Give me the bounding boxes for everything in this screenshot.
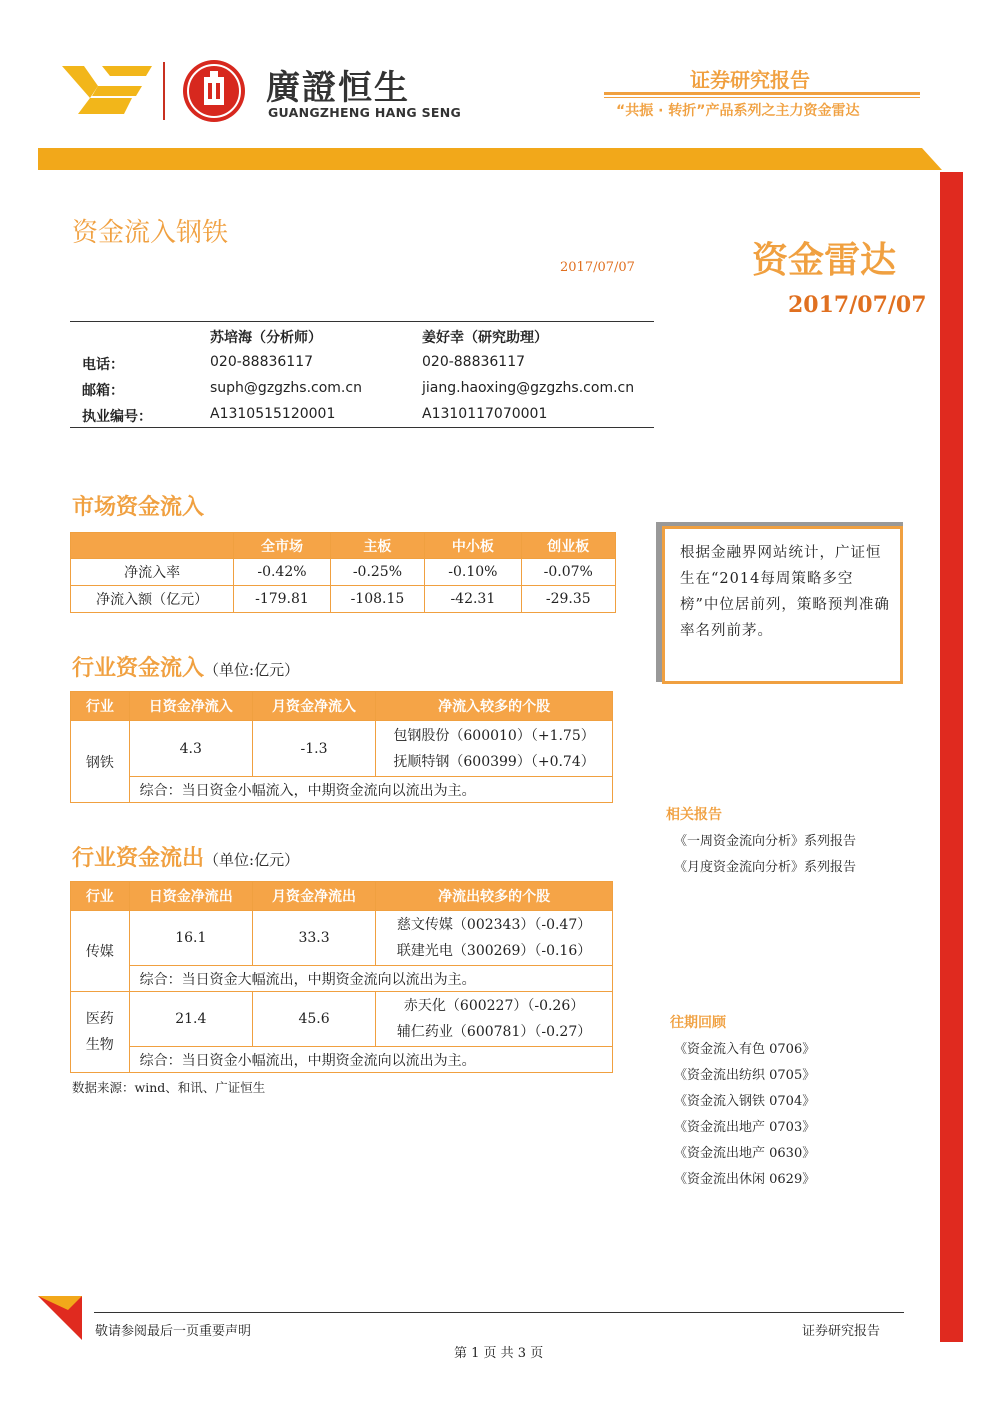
report-main-title: 资金流入钢铁 bbox=[72, 218, 229, 248]
outflow-industry bbox=[71, 992, 130, 1073]
email-label: 邮箱： bbox=[82, 383, 124, 399]
analyst-top-rule bbox=[70, 321, 654, 322]
outflow-section-title: 行业资金流出 bbox=[72, 845, 205, 871]
inflow-daily: 4.3 bbox=[129, 721, 252, 777]
outflow-stock-2: 辅仁药业（600781）（-0.27） bbox=[396, 1024, 592, 1040]
guangzheng-ye-logo-icon bbox=[62, 64, 152, 116]
past-report-item[interactable]: 《资金流入有色 0706》 bbox=[674, 1042, 816, 1057]
inflow-stocks bbox=[376, 721, 613, 777]
past-report-item[interactable]: 《资金流入钢铁 0704》 bbox=[674, 1094, 816, 1109]
market-table bbox=[70, 532, 616, 613]
inflow-header-monthly: 月资金净流入 bbox=[252, 692, 375, 721]
outflow-section-header bbox=[72, 841, 299, 872]
hang-seng-seal-icon bbox=[182, 59, 246, 123]
inflow-section-title: 行业资金流入 bbox=[72, 655, 205, 681]
outflow-stocks bbox=[376, 992, 613, 1047]
outflow-industry-line2: 生物 bbox=[85, 1037, 114, 1053]
outflow-table bbox=[70, 881, 613, 1073]
logo-divider bbox=[163, 62, 165, 120]
page-number: 第 1 页 共 3 页 bbox=[454, 1346, 544, 1361]
outflow-summary: 综合：当日资金大幅流出，中期资金流向以流出为主。 bbox=[129, 966, 612, 992]
phone-label: 电话： bbox=[82, 357, 124, 373]
right-side-bar bbox=[940, 172, 963, 1342]
market-row-label: 净流入率 bbox=[71, 559, 234, 586]
past-report-item[interactable]: 《资金流出休闲 0629》 bbox=[674, 1172, 816, 1187]
inflow-table bbox=[70, 691, 613, 803]
outflow-stock-1: 赤天化（600227）（-0.26） bbox=[403, 998, 585, 1014]
report-type-title: 证券研究报告 bbox=[690, 68, 810, 92]
outflow-industry-line1: 医药 bbox=[85, 1011, 114, 1027]
footer-report-type: 证券研究报告 bbox=[802, 1324, 881, 1339]
header-rule-thin bbox=[604, 97, 920, 98]
inflow-unit: （单位:亿元） bbox=[204, 661, 300, 679]
market-cell: -108.15 bbox=[330, 586, 424, 613]
outflow-monthly: 45.6 bbox=[252, 992, 375, 1047]
market-row-label: 净流入额（亿元） bbox=[71, 586, 234, 613]
outflow-industry: 传媒 bbox=[71, 911, 130, 992]
header-band bbox=[38, 148, 942, 170]
email-2: jiang.haoxing@gzgzhs.com.cn bbox=[422, 380, 635, 396]
inflow-stock-2: 抚顺特钢（600399）（+0.74） bbox=[393, 753, 595, 770]
outflow-stock-2: 联建光电（300269）（-0.16） bbox=[396, 943, 592, 959]
related-reports-title: 相关报告 bbox=[666, 807, 722, 823]
company-name-cn: 廣證恒生 bbox=[266, 68, 410, 108]
footer-triangle-icon bbox=[38, 1296, 82, 1340]
license-2: A1310117070001 bbox=[422, 406, 548, 422]
inflow-summary: 综合：当日资金小幅流入，中期资金流向以流出为主。 bbox=[129, 777, 612, 803]
past-report-item[interactable]: 《资金流出地产 0703》 bbox=[674, 1120, 816, 1135]
market-header-sme: 中小板 bbox=[425, 533, 521, 559]
outflow-header-industry: 行业 bbox=[71, 882, 130, 911]
market-section-title: 市场资金流入 bbox=[72, 494, 205, 520]
market-header-all: 全市场 bbox=[234, 533, 330, 559]
market-header-gem: 创业板 bbox=[521, 533, 615, 559]
inflow-section-header bbox=[72, 651, 299, 682]
outflow-header-monthly: 月资金净流出 bbox=[252, 882, 375, 911]
company-name-en: GUANGZHENG HANG SENG bbox=[268, 105, 462, 120]
market-cell: -0.10% bbox=[425, 559, 521, 586]
footer-rule bbox=[94, 1312, 904, 1313]
license-label: 执业编号： bbox=[82, 409, 152, 425]
market-cell: -0.07% bbox=[521, 559, 615, 586]
series-subtitle: “共振 · 转折”产品系列之主力资金雷达 bbox=[616, 103, 860, 119]
email-1: suph@gzgzhs.com.cn bbox=[210, 380, 362, 396]
inflow-monthly: -1.3 bbox=[252, 721, 375, 777]
market-cell: -0.42% bbox=[234, 559, 330, 586]
outflow-daily: 16.1 bbox=[129, 911, 252, 966]
inflow-header-industry: 行业 bbox=[71, 692, 130, 721]
report-date-big: 2017/07/07 bbox=[788, 292, 927, 318]
license-1: A1310515120001 bbox=[210, 406, 336, 422]
outflow-daily: 21.4 bbox=[129, 992, 252, 1047]
outflow-unit: （单位:亿元） bbox=[204, 851, 300, 869]
sidebox-text: 根据金融界网站统计，广证恒生在“2014每周策略多空榜”中位居前列，策略预判准确率名列前茅。 bbox=[680, 545, 890, 639]
analyst-name-1: 苏培海（分析师） bbox=[210, 330, 322, 346]
phone-1: 020-88836117 bbox=[210, 354, 314, 370]
market-header-blank bbox=[71, 533, 234, 559]
inflow-stock-1: 包钢股份（600010）（+1.75） bbox=[393, 727, 595, 744]
outflow-stocks bbox=[376, 911, 613, 966]
phone-2: 020-88836117 bbox=[422, 354, 526, 370]
inflow-industry: 钢铁 bbox=[71, 721, 130, 803]
report-date-small: 2017/07/07 bbox=[560, 260, 635, 275]
related-report-item[interactable]: 《月度资金流向分析》系列报告 bbox=[674, 860, 857, 875]
market-cell: -0.25% bbox=[330, 559, 424, 586]
outflow-summary: 综合：当日资金小幅流出，中期资金流向以流出为主。 bbox=[129, 1047, 612, 1073]
past-report-item[interactable]: 《资金流出地产 0630》 bbox=[674, 1146, 816, 1161]
radar-title: 资金雷达 bbox=[752, 240, 897, 281]
footer-disclaimer: 敬请参阅最后一页重要声明 bbox=[95, 1324, 252, 1339]
market-header-main: 主板 bbox=[330, 533, 424, 559]
outflow-header-stocks: 净流出较多的个股 bbox=[376, 882, 613, 911]
outflow-header-daily: 日资金净流出 bbox=[129, 882, 252, 911]
market-cell: -29.35 bbox=[521, 586, 615, 613]
past-report-item[interactable]: 《资金流出纺织 0705》 bbox=[674, 1068, 816, 1083]
header-rule bbox=[604, 92, 920, 95]
market-cell: -42.31 bbox=[425, 586, 521, 613]
analyst-bottom-rule bbox=[70, 427, 654, 428]
analyst-name-2: 姜好幸（研究助理） bbox=[422, 330, 548, 346]
inflow-header-stocks: 净流入较多的个股 bbox=[376, 692, 613, 721]
outflow-stock-1: 慈文传媒（002343）（-0.47） bbox=[396, 917, 592, 933]
outflow-monthly: 33.3 bbox=[252, 911, 375, 966]
past-reports-title: 往期回顾 bbox=[670, 1015, 726, 1031]
inflow-header-daily: 日资金净流入 bbox=[129, 692, 252, 721]
data-source-note: 数据来源：wind、和讯、广证恒生 bbox=[72, 1080, 266, 1095]
market-cell: -179.81 bbox=[234, 586, 330, 613]
related-report-item[interactable]: 《一周资金流向分析》系列报告 bbox=[674, 834, 857, 849]
